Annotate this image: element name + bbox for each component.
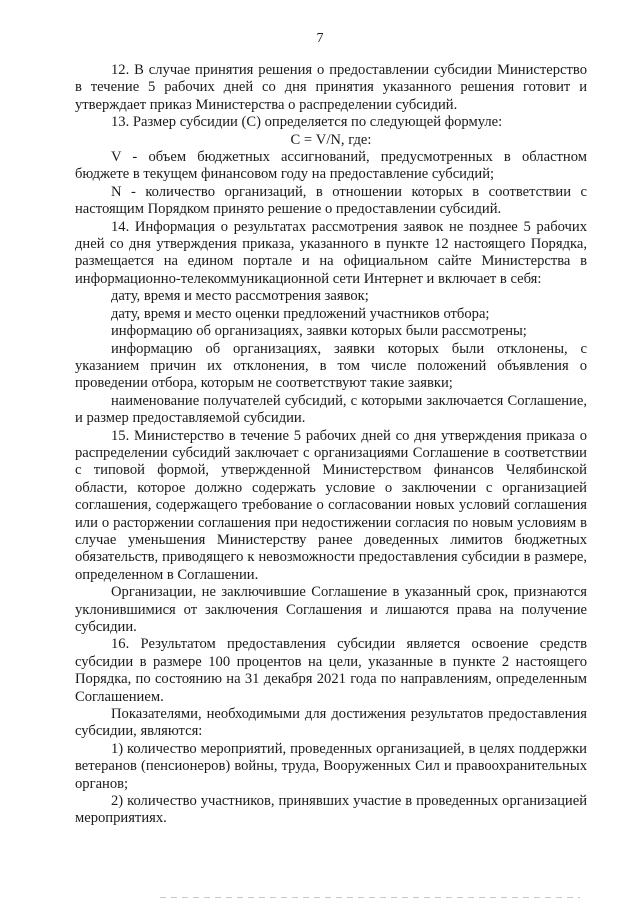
paragraph-16: 16. Результатом предоставления субсидии является освоение средств субсидии в размере 100 процентов на цели, указанные в пункте 2 настоящего Порядка, по состоянию на 31 декабря 2021 года по направлениям, определенным Соглашением.	[75, 636, 587, 705]
paragraph-12: 12. В случае принятия решения о предоставлении субсидии Министерство в течение 5 рабочих дней со дня принятия указанного решения готовит и утверждает приказ Министерства о распределении субсидий.	[75, 62, 587, 113]
formula-definition-n: N - количество организаций, в отношении которых в соответствии с настоящим Порядком принято решение о предоставлении субсидий.	[75, 183, 587, 218]
list-item-recipients: наименование получателей субсидий, с которыми заключается Соглашение, и размер предоставляемой субсидии.	[75, 392, 587, 427]
paragraph-15: 15. Министерство в течение 5 рабочих дней со дня утверждения приказа о распределении субсидий заключает с организациями Соглашение в соответствии с типовой формой, утвержденной Министерством финансов Челябинской области, которое должно содержать условие о заключении с организацией соглашения, содержащего требование о согласовании новых условий соглашения или о расторжении соглашения при недостижении согласия по новым условиям в случае уменьшения Министерству ранее доведенных лимитов бюджетных обязательств, приводящего к невозможности предоставления субсидии в размере, определенном в Соглашении.	[75, 427, 587, 583]
list-item-reviewed-organizations: информацию об организациях, заявки которых были рассмотрены;	[111, 323, 527, 340]
paragraph-15-evasion: Организации, не заключившие Соглашение в указанный срок, признаются уклонившимися от заключения Соглашения и лишаются права на получение субсидии.	[75, 584, 587, 635]
paragraph-13: 13. Размер субсидии (С) определяется по следующей формуле:	[111, 114, 503, 131]
indicator-2: 2) количество участников, принявших участие в проведенных организацией мероприятиях.	[75, 793, 587, 827]
list-item-rejected-organizations: информацию об организациях, заявки которых были отклонены, с указанием причин их отклонения, в том числе положений объявления о проведении отбора, которым не соответствуют такие заявки;	[75, 340, 587, 392]
formula-definition-v: V - объем бюджетных ассигнований, предусмотренных в областном бюджете в текущем финансовом году на предоставление субсидий;	[75, 149, 587, 183]
formula: С = V/N, где:	[290, 131, 372, 148]
list-item-evaluation-date: дату, время и место оценки предложений участников отбора;	[111, 305, 490, 322]
list-item-review-date: дату, время и место рассмотрения заявок;	[111, 288, 369, 305]
paragraph-14: 14. Информация о результатах рассмотрения заявок не позднее 5 рабочих дней со дня утверждения приказа, указанного в пункте 12 настоящего Порядка, размещается на едином портале и на официальном сайте Министерства в информационно-телекоммуникационной сети Интернет и включает в себя:	[75, 218, 587, 287]
indicators-intro: Показателями, необходимыми для достижения результатов предоставления субсидии, являются:	[75, 706, 587, 740]
scan-edge-mark	[160, 897, 580, 898]
indicator-1: 1) количество мероприятий, проведенных организацией, в целях поддержки ветеранов (пенсионеров) войны, труда, Вооруженных Сил и правоохранительных органов;	[75, 740, 587, 792]
document-body	[75, 62, 587, 828]
page-number: 7	[316, 31, 324, 46]
